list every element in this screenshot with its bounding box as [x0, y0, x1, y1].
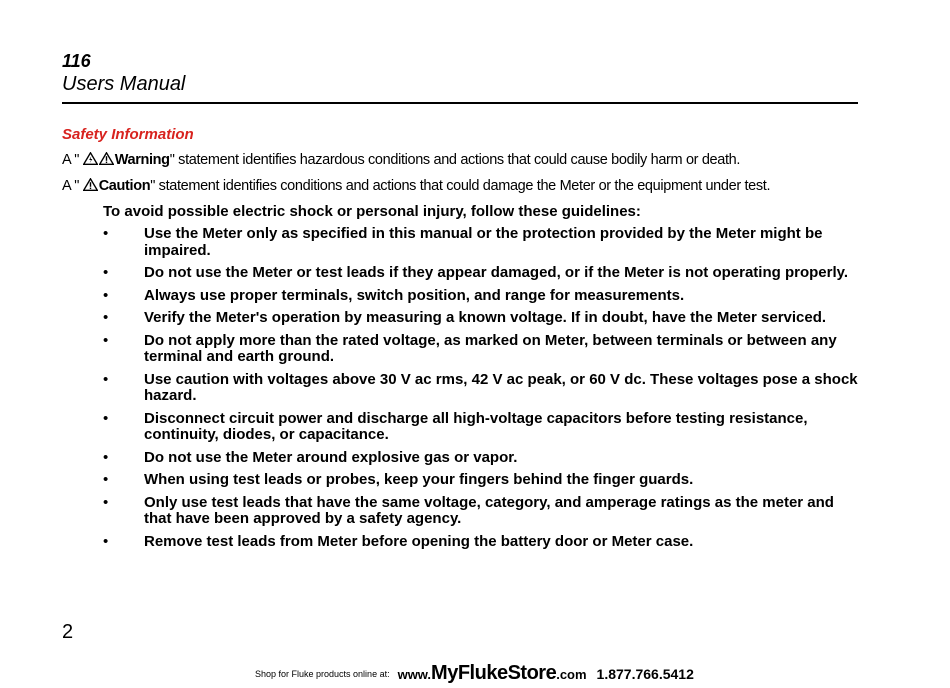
warning-text: " statement identifies hazardous conditions and actions that could cause bodily harm or death.	[169, 152, 741, 168]
caution-prefix: A "	[62, 178, 79, 194]
caution-text: " statement identifies conditions and actions that could damage the Meter or the equipment under test.	[150, 178, 771, 194]
bullet-icon: •	[103, 286, 109, 304]
bullet-text: Verify the Meter's operation by measuring a known voltage. If in doubt, have the Meter serviced.	[144, 309, 827, 326]
bullet-text: Do not use the Meter or test leads if they appear damaged, or if the Meter is not operating properly.	[144, 264, 849, 281]
list-item	[103, 333, 863, 366]
list-item	[103, 411, 863, 444]
list-item	[103, 450, 863, 467]
caution-statement	[62, 178, 770, 194]
footer-tld[interactable]: .com	[556, 667, 587, 682]
bullet-text: When using test leads or probes, keep your fingers behind the finger guards.	[144, 471, 694, 488]
list-item	[103, 372, 863, 405]
bullet-icon: •	[103, 225, 109, 242]
bullet-text: Use caution with voltages above 30 V ac rms, 42 V ac peak, or 60 V dc. These voltages pose a shock hazard.	[144, 370, 858, 404]
warning-statement	[62, 152, 740, 168]
footer-www[interactable]: www.	[397, 667, 432, 682]
bullet-text: Use the Meter only as specified in this manual or the protection provided by the Meter might be impaired.	[144, 225, 823, 259]
manual-title: Users Manual	[62, 73, 186, 95]
guidelines-intro: To avoid possible electric shock or personal injury, follow these guidelines:	[103, 203, 641, 220]
footer-shop-text: Shop for Fluke products online at:	[255, 669, 390, 679]
warning-prefix: A "	[62, 152, 79, 168]
bullet-icon: •	[103, 448, 109, 466]
warning-label: Warning	[114, 152, 170, 168]
bullet-icon: •	[103, 493, 109, 511]
bullet-icon: •	[103, 471, 109, 488]
list-item	[103, 265, 863, 282]
list-item	[103, 472, 863, 489]
bullet-text: Remove test leads from Meter before opening the battery door or Meter case.	[144, 532, 694, 550]
bullet-text: Do not apply more than the rated voltage, as marked on Meter, between terminals or between any terminal and earth ground.	[144, 331, 837, 365]
bullet-icon: •	[103, 370, 109, 388]
bullet-text: Always use proper terminals, switch position, and range for measurements.	[144, 286, 685, 304]
page-number-top: 116	[62, 51, 91, 71]
list-item	[103, 226, 863, 259]
bullet-text: Only use test leads that have the same voltage, category, and amperage ratings as the meter and that have been approved by a safety agency.	[144, 493, 834, 527]
caution-triangle-icon	[83, 178, 98, 191]
footer-phone: 1.877.766.5412	[596, 666, 694, 682]
safety-guidelines-list	[103, 226, 863, 556]
section-title: Safety Information	[62, 126, 194, 143]
list-item	[103, 310, 863, 327]
page-header	[62, 50, 185, 96]
bullet-text: Do not use the Meter around explosive gas or vapor.	[144, 448, 518, 466]
caution-label: Caution	[98, 178, 151, 194]
bullet-icon: •	[103, 409, 109, 427]
bullet-icon: •	[103, 331, 109, 349]
bullet-text: Disconnect circuit power and discharge all high-voltage capacitors before testing resistance, continuity, diodes, or capacitance.	[144, 409, 808, 443]
page-number-bottom: 2	[62, 621, 74, 643]
shock-hazard-icon	[83, 152, 98, 165]
header-divider	[62, 102, 858, 104]
list-item	[103, 495, 863, 528]
list-item	[103, 288, 863, 305]
list-item	[103, 534, 863, 551]
bullet-icon: •	[103, 532, 109, 550]
bullet-icon: •	[103, 264, 109, 281]
footer-banner[interactable]	[255, 662, 694, 685]
footer-store-link[interactable]: MyFlukeStore	[431, 662, 557, 684]
caution-triangle-icon	[99, 152, 114, 165]
bullet-icon: •	[103, 309, 109, 326]
